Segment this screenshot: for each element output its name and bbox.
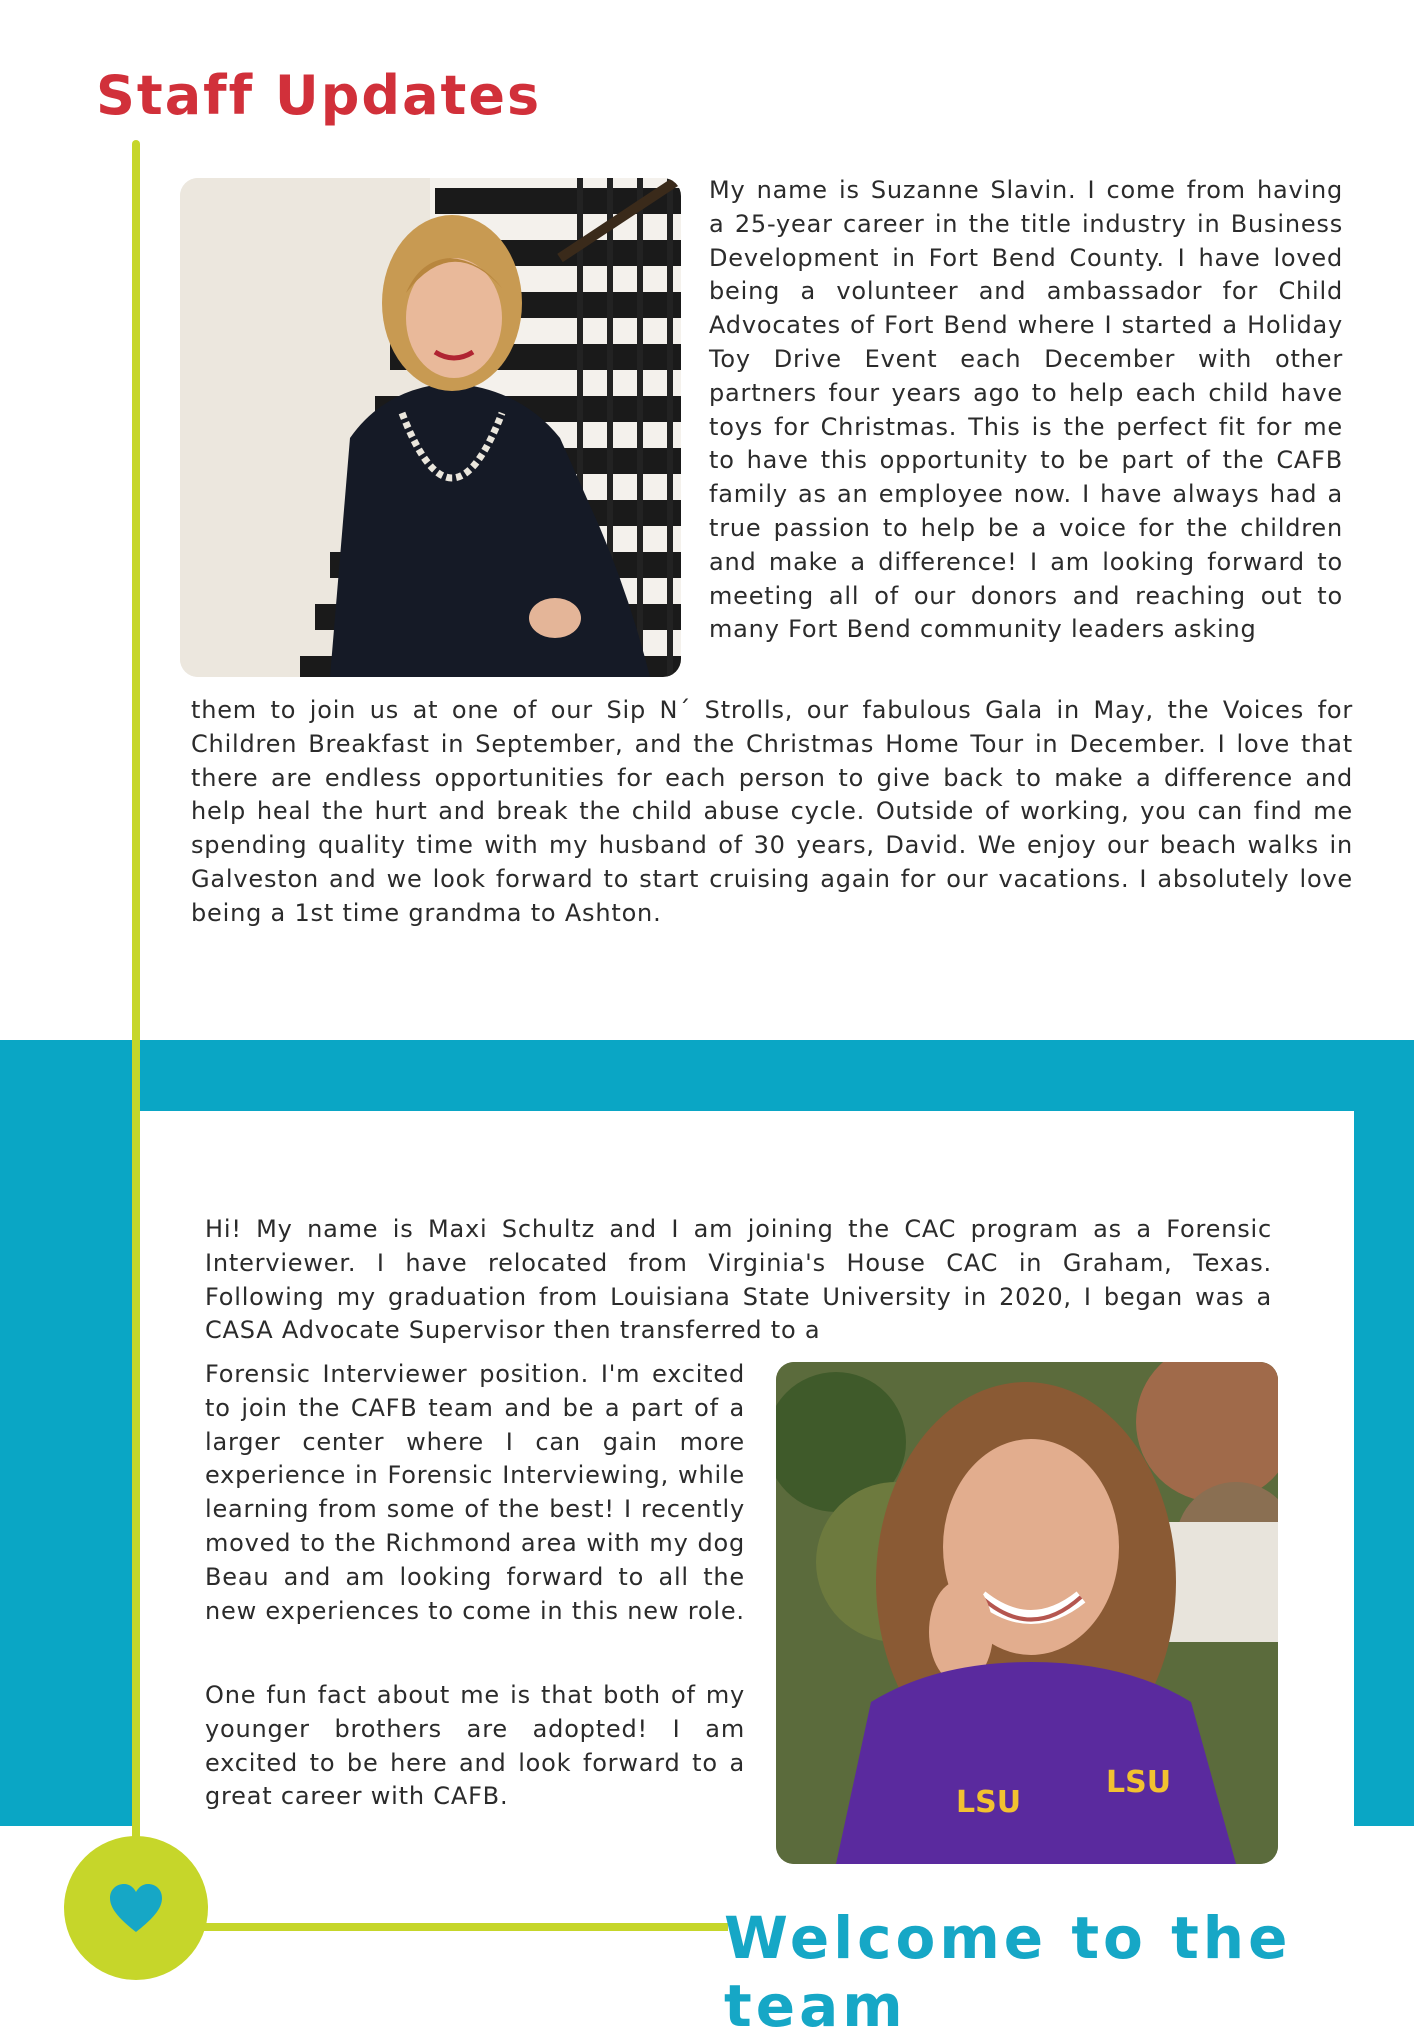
page-title: Staff Updates xyxy=(96,64,542,127)
suzanne-bio-top: My name is Suzanne Slavin. I come from having a 25-year career in the title industry in Business Development in Fort Bend County. I have loved being a volunteer and ambassador for Child Advocates of Fort Bend where I started a Holiday Toy Drive Event each December with other partners four years ago to help each child have toys for Christmas. This is the perfect fit for me to have this opportunity to be part of the CAFB family as an employee now. I have always had a true passion to help be a voice for the children and make a difference! I am looking forward to meeting all of our donors and reaching out to many Fort Bend community leaders asking xyxy=(709,176,1343,644)
heart-badge xyxy=(64,1836,208,1980)
heart-icon xyxy=(108,1882,164,1934)
maxi-bio-fun-fact: One fun fact about me is that both of my younger brothers are adopted! I am excited to be here and look forward to a great career with CAFB. xyxy=(205,1681,745,1811)
maxi-bio-middle: Forensic Interviewer position. I'm excited to join the CAFB team and be a part of a larger center where I can gain more experience in Forensic Interviewing, while learning from some of the best! I recently moved to the Richmond area with my dog Beau and am looking forward to all the new experiences to come in this new role. xyxy=(205,1360,745,1625)
welcome-heading: Welcome to the team xyxy=(724,1904,1292,2040)
maxi-bio-intro: Hi! My name is Maxi Schultz and I am joining the CAC program as a Forensic Interviewer. I have relocated from Virginia's House CAC in Graham, Texas. Following my graduation from Louisiana State University in 2020, I began was a CASA Advocate Supervisor then transferred to a xyxy=(205,1215,1272,1345)
lime-horizontal-line xyxy=(190,1923,728,1931)
lime-vertical-line xyxy=(132,140,140,1860)
gown-lsu-right: LSU xyxy=(1106,1765,1172,1800)
gown-lsu-left: LSU xyxy=(956,1785,1022,1820)
staff-photo-maxi xyxy=(776,1362,1278,1864)
staff-photo-suzanne xyxy=(180,178,681,677)
suzanne-bio-bottom: them to join us at one of our Sip N´ Strolls, our fabulous Gala in May, the Voices for Children Breakfast in September, and the Christmas Home Tour in December. I love that there are endless opportunities for each person to give back to make a difference and help heal the hurt and break the child abuse cycle. Outside of working, you can find me spending quality time with my husband of 30 years, David. We enjoy our beach walks in Galveston and we look forward to start cruising again for our vacations. I absolutely love being a 1st time grandma to Ashton. xyxy=(191,696,1353,927)
